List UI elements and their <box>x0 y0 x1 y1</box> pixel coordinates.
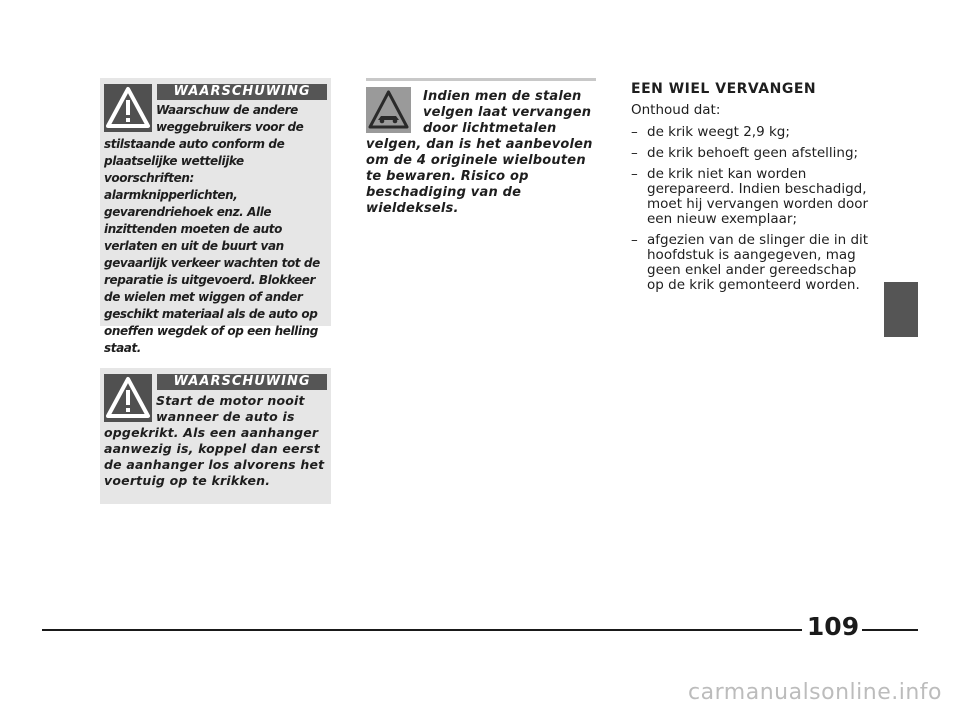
list-item <box>631 146 876 161</box>
list-item-text: afgezien van de slinger die in dit hoofdstuk is aangegeven, mag geen enkel ander gereedschap op de krik gemonteerd worden. <box>647 232 869 293</box>
chapter-tab <box>884 282 918 337</box>
note-text: Indien men de stalen velgen laat vervangen door lichtmetalen velgen, dan is het aanbevolen om de 4 originele wielbouten te bewaren. Risico op beschadiging van de wieldeksels. <box>366 89 593 216</box>
section-intro: Onthoud dat: <box>631 102 721 118</box>
footer-rule-right <box>862 629 918 631</box>
section-title: EEN WIEL VERVANGEN <box>631 81 817 97</box>
dash-marker: – <box>631 166 638 182</box>
list-item <box>631 233 876 293</box>
dash-marker: – <box>631 145 638 161</box>
list-item <box>631 167 876 227</box>
dash-marker: – <box>631 232 638 248</box>
footer-rule-left <box>42 629 802 631</box>
warning-text: Start de motor nooit wanneer de auto is opgekrikt. Als een aanhanger aanwezig is, koppel dan eerst de aanhanger los alvorens het voertuig op te krikken. <box>104 393 325 488</box>
watermark: carmanualsonline.info <box>688 680 942 705</box>
list-item-text: de krik behoeft geen afstelling; <box>647 145 859 161</box>
warning-box-1 <box>100 78 331 355</box>
warning-box-2 <box>100 368 331 504</box>
section-list <box>631 125 876 293</box>
page-number: 109 <box>806 612 860 641</box>
warning-text: Waarschuw de andere weggebruikers voor de stilstaande auto conform de plaatselijke wettelijke voorschriften: alarmknipperlichten, gevarendriehoek enz. Alle inzittenden moeten de auto verlaten en uit de buurt van gevaarlijk verkeer wachten tot de reparatie is uitgevoerd. Blokkeer de wielen met wiggen of ander geschikt materiaal als de auto op oneffen wegdek of op een helling staat. <box>104 103 320 355</box>
list-item-text: de krik niet kan worden gerepareerd. Indien beschadigd, moet hij vervangen worden door een nieuw exemplaar; <box>647 166 869 227</box>
note-divider <box>366 78 596 81</box>
section-wheel-change <box>631 80 876 293</box>
dash-marker: – <box>631 124 638 140</box>
warning-label: WAARSCHUWING <box>157 374 327 390</box>
list-item-text: de krik weegt 2,9 kg; <box>647 124 790 140</box>
list-item <box>631 125 876 140</box>
warning-label: WAARSCHUWING <box>157 84 327 100</box>
